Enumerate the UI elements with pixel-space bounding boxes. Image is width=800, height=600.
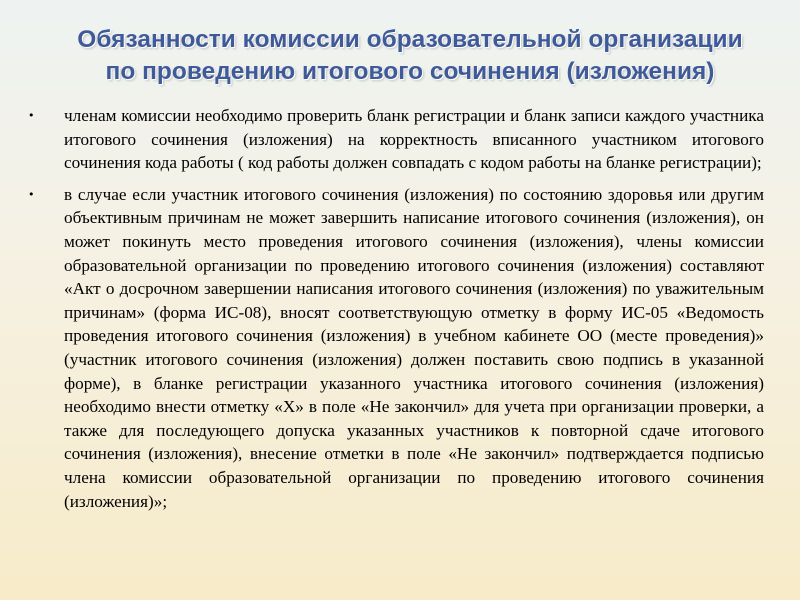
bullet-item-early-completion <box>24 183 764 513</box>
slide-title-line-2: по проведению итогового сочинения (изложения) <box>105 58 715 85</box>
bullet-text: членам комиссии необходимо проверить бланк регистрации и бланк записи каждого участника итогового сочинения (изложения) на корректность вписанного участником итогового сочинения кода работы ( код работы должен совпадать с кодом работы на бланке регистрации); <box>64 106 764 173</box>
slide-title-line-1: Обязанности комиссии образовательной организации <box>77 26 743 53</box>
slide-title <box>40 24 780 88</box>
bullet-dot-icon: • <box>28 109 35 122</box>
bullet-list <box>24 104 764 521</box>
bullet-dot-icon: • <box>28 187 35 201</box>
bullet-text: в случае если участник итогового сочинения (изложения) по состоянию здоровья или другим объективным причинам не может завершить написание итогового сочинения (изложения), он может покинуть место проведения итогового сочинения (изложения), члены комиссии образовательной организации по проведению итогового сочинения (изложения) составляют «Акт о досрочном завершении написания итогового сочинения (изложения) по уважительным причинам» (форма ИС-08), вносят соответствующую отметку в форму ИС-05 «Ведомость проведения итогового сочинения (изложения) в учебном кабинете ОО (месте проведения)» (участник итогового сочинения (изложения) должен поставить свою подпись в указанной форме), в бланке регистрации указанного участника итогового сочинения (изложения) необходимо внести отметку «X» в поле «Не закончил» для учета при организации проверки, а также для последующего допуска указанных участников к повторной сдаче итогового сочинения (изложения), внесение отметки в поле «Не закончил» подтверждается подписью члена комиссии образовательной организации по проведению итогового сочинения (изложения)»; <box>64 184 764 511</box>
bullet-item-commission-check <box>24 104 764 175</box>
